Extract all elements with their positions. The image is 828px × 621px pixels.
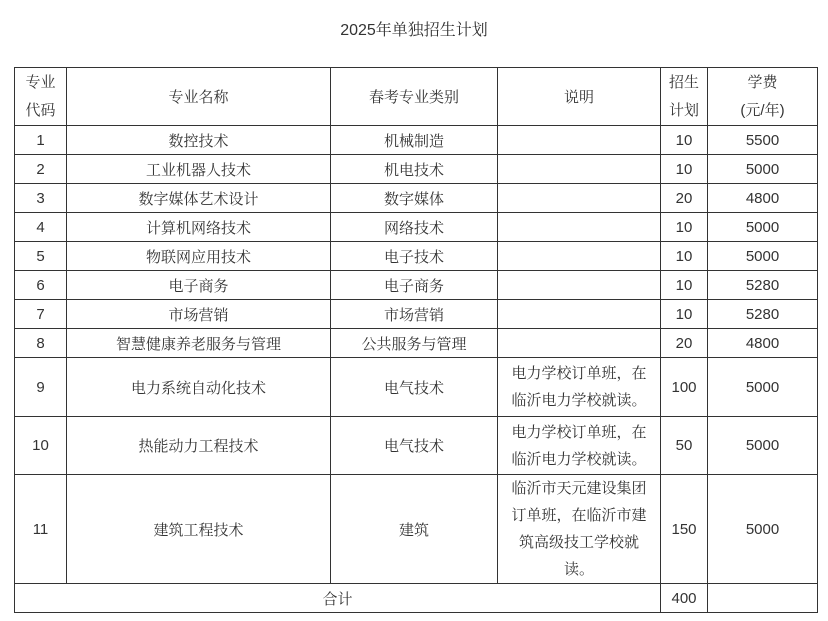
cell-major: 数字媒体艺术设计 — [67, 184, 331, 213]
cell-code: 11 — [15, 475, 67, 584]
cell-tuition: 5280 — [708, 271, 818, 300]
table-row — [15, 358, 818, 417]
cell-code: 3 — [15, 184, 67, 213]
header-major-name: 专业名称 — [67, 68, 331, 126]
cell-plan: 100 — [661, 358, 708, 417]
cell-plan: 10 — [661, 213, 708, 242]
cell-major: 电子商务 — [67, 271, 331, 300]
cell-plan: 10 — [661, 271, 708, 300]
cell-note: 临沂市天元建设集团订单班，在临沂市建筑高级技工学校就读。 — [498, 475, 661, 584]
cell-code: 10 — [15, 417, 67, 475]
header-major-code — [15, 68, 67, 126]
cell-note — [498, 126, 661, 155]
cell-code: 8 — [15, 329, 67, 358]
cell-plan: 10 — [661, 242, 708, 271]
table-row — [15, 329, 818, 358]
cell-major: 热能动力工程技术 — [67, 417, 331, 475]
cell-major: 电力系统自动化技术 — [67, 358, 331, 417]
cell-major: 建筑工程技术 — [67, 475, 331, 584]
cell-note: 电力学校订单班，在临沂电力学校就读。 — [498, 358, 661, 417]
cell-category: 电气技术 — [331, 417, 498, 475]
cell-tuition: 5000 — [708, 213, 818, 242]
header-tuition-line1: 学费 — [747, 73, 778, 91]
cell-category: 市场营销 — [331, 300, 498, 329]
table-row — [15, 155, 818, 184]
cell-code: 1 — [15, 126, 67, 155]
table-footer-row — [15, 584, 818, 613]
cell-code: 5 — [15, 242, 67, 271]
cell-category: 数字媒体 — [331, 184, 498, 213]
cell-note — [498, 213, 661, 242]
table-row — [15, 242, 818, 271]
cell-category: 电子技术 — [331, 242, 498, 271]
cell-note — [498, 184, 661, 213]
cell-tuition: 5000 — [708, 242, 818, 271]
footer-total-label: 合计 — [15, 584, 661, 613]
cell-category: 网络技术 — [331, 213, 498, 242]
header-enrollment-plan — [661, 68, 708, 126]
cell-major: 数控技术 — [67, 126, 331, 155]
header-tuition — [708, 68, 818, 126]
cell-category: 电子商务 — [331, 271, 498, 300]
cell-category: 建筑 — [331, 475, 498, 584]
cell-tuition: 5000 — [708, 358, 818, 417]
cell-plan: 10 — [661, 126, 708, 155]
table-row — [15, 213, 818, 242]
cell-code: 4 — [15, 213, 67, 242]
header-spring-exam-category: 春考专业类别 — [331, 68, 498, 126]
table-row — [15, 184, 818, 213]
header-enrollment-plan-line1: 招生 — [668, 73, 699, 91]
cell-note — [498, 155, 661, 184]
cell-major: 智慧健康养老服务与管理 — [67, 329, 331, 358]
table-row — [15, 475, 818, 584]
cell-code: 6 — [15, 271, 67, 300]
cell-tuition: 5000 — [708, 475, 818, 584]
cell-tuition: 4800 — [708, 184, 818, 213]
cell-category: 机电技术 — [331, 155, 498, 184]
header-major-code-line1: 专业 — [25, 73, 56, 91]
cell-plan: 10 — [661, 300, 708, 329]
table-header-row — [15, 68, 818, 126]
table-row — [15, 271, 818, 300]
cell-plan: 50 — [661, 417, 708, 475]
table-row — [15, 126, 818, 155]
cell-major: 市场营销 — [67, 300, 331, 329]
cell-category: 电气技术 — [331, 358, 498, 417]
cell-major: 工业机器人技术 — [67, 155, 331, 184]
footer-total-tuition — [708, 584, 818, 613]
cell-major: 物联网应用技术 — [67, 242, 331, 271]
cell-category: 公共服务与管理 — [331, 329, 498, 358]
cell-note: 电力学校订单班，在临沂电力学校就读。 — [498, 417, 661, 475]
enrollment-plan-table — [14, 67, 818, 613]
cell-code: 2 — [15, 155, 67, 184]
cell-note — [498, 271, 661, 300]
cell-code: 7 — [15, 300, 67, 329]
header-note: 说明 — [498, 68, 661, 126]
cell-plan: 20 — [661, 184, 708, 213]
cell-tuition: 4800 — [708, 329, 818, 358]
cell-category: 机械制造 — [331, 126, 498, 155]
cell-plan: 20 — [661, 329, 708, 358]
header-major-code-line2: 代码 — [25, 101, 56, 119]
cell-tuition: 5000 — [708, 155, 818, 184]
header-enrollment-plan-line2: 计划 — [668, 101, 699, 119]
footer-total-plan: 400 — [661, 584, 708, 613]
cell-tuition: 5280 — [708, 300, 818, 329]
cell-tuition: 5000 — [708, 417, 818, 475]
page-title: 2025年单独招生计划 — [340, 22, 488, 39]
table-row — [15, 417, 818, 475]
cell-tuition: 5500 — [708, 126, 818, 155]
cell-plan: 10 — [661, 155, 708, 184]
cell-plan: 150 — [661, 475, 708, 584]
cell-major: 计算机网络技术 — [67, 213, 331, 242]
cell-note — [498, 329, 661, 358]
cell-note — [498, 242, 661, 271]
cell-code: 9 — [15, 358, 67, 417]
table-row — [15, 300, 818, 329]
header-tuition-line2: (元/年) — [740, 101, 785, 119]
cell-note — [498, 300, 661, 329]
